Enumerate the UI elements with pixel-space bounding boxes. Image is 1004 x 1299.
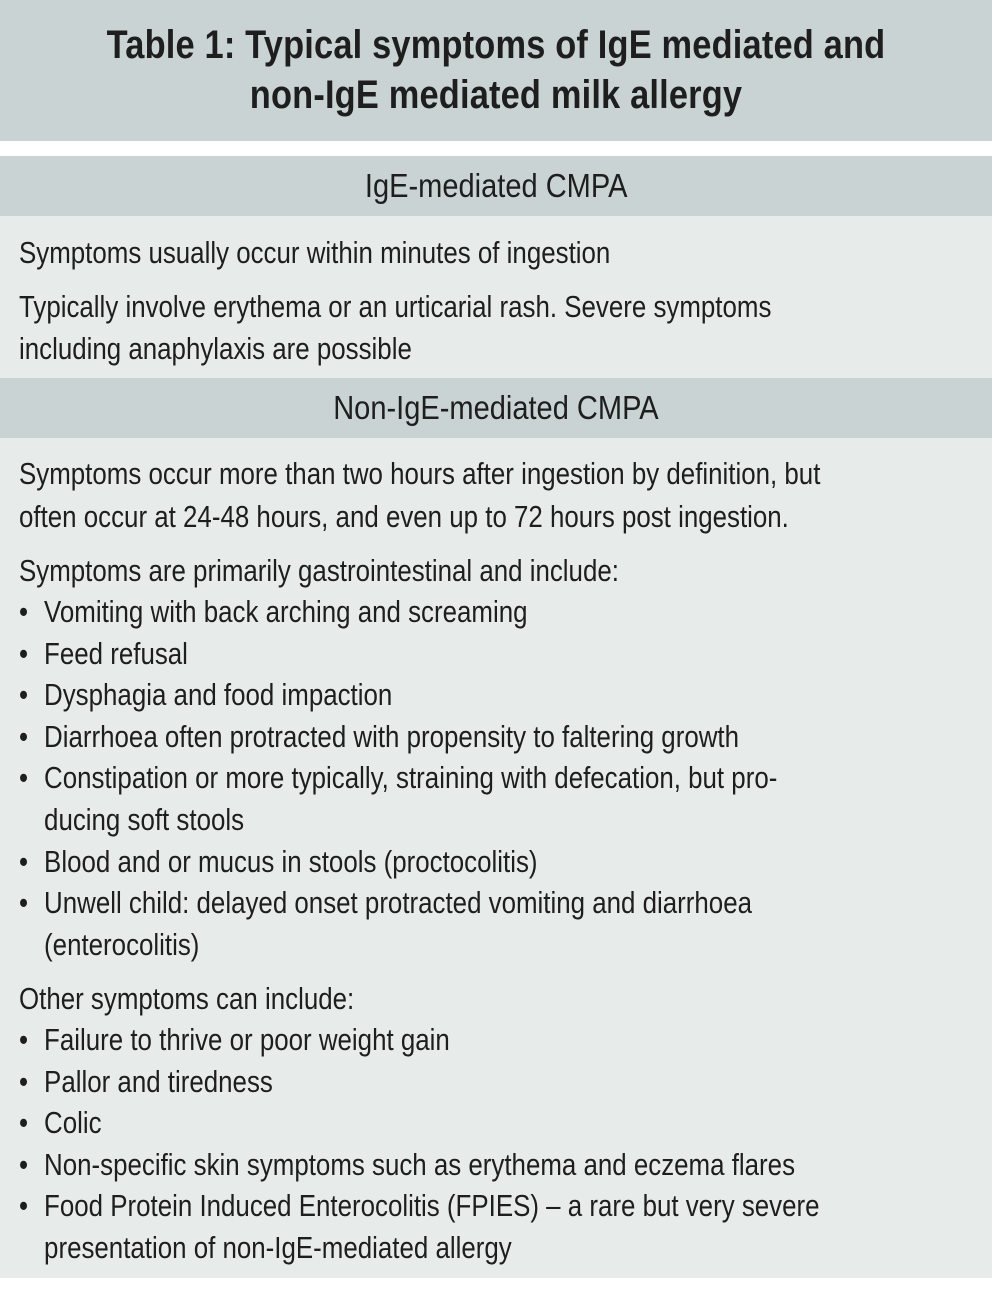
list-item-continuation: (enterocolitis) — [44, 927, 200, 962]
list-item: • Feed refusal — [19, 633, 188, 675]
list-item: • Non-specific skin symptoms such as erythema and eczema flares — [19, 1144, 795, 1186]
bullet-icon: • — [19, 677, 29, 712]
symptoms-table — [0, 156, 992, 1278]
bullet-icon: • — [19, 636, 29, 671]
table-title-line-2: non-IgE mediated milk allergy — [249, 73, 743, 117]
list-item: • Constipation or more typically, straining with defecation, but pro- — [19, 757, 777, 799]
list-item: • Pallor and tiredness — [19, 1061, 273, 1103]
ige-section-heading — [0, 156, 992, 216]
bullet-icon: • — [19, 1147, 29, 1182]
non-ige-heading-text: Non-IgE-mediated CMPA — [333, 389, 659, 426]
bullet-icon: • — [19, 844, 29, 879]
list-item-continuation: ducing soft stools — [44, 802, 245, 837]
list-item: • Blood and or mucus in stools (proctocolitis) — [19, 841, 538, 883]
list-item: • Dysphagia and food impaction — [19, 674, 392, 716]
non-ige-section-heading — [0, 378, 992, 438]
bullet-icon: • — [19, 1022, 29, 1057]
bullet-icon: • — [19, 1188, 29, 1223]
other-symptoms-intro: Other symptoms can include: — [19, 981, 355, 1016]
bullet-icon: • — [19, 760, 29, 795]
bullet-icon: • — [19, 719, 29, 754]
table-title-line-1: Table 1: Typical symptoms of IgE mediated and — [106, 23, 886, 67]
title-band — [0, 0, 992, 141]
bullet-icon: • — [19, 885, 29, 920]
bullet-icon: • — [19, 1105, 29, 1140]
list-item: • Failure to thrive or poor weight gain — [19, 1019, 450, 1061]
non-ige-onset-line-1: Symptoms occur more than two hours after ingestion by definition, but — [19, 456, 821, 491]
non-ige-onset-line-2: often occur at 24-48 hours, and even up to 72 hours post ingestion. — [19, 499, 789, 534]
list-item: • Diarrhoea often protracted with propensity to faltering growth — [19, 716, 739, 758]
bullet-icon: • — [19, 594, 29, 629]
list-item: • Unwell child: delayed onset protracted vomiting and diarrhoea — [19, 882, 752, 924]
gi-symptoms-intro: Symptoms are primarily gastrointestinal and include: — [19, 553, 619, 588]
list-item: • Food Protein Induced Enterocolitis (FPIES) – a rare but very severe — [19, 1185, 820, 1227]
bullet-icon: • — [19, 1064, 29, 1099]
list-item: • Vomiting with back arching and screaming — [19, 591, 527, 633]
list-item-continuation: presentation of non-IgE-mediated allergy — [44, 1230, 512, 1265]
ige-symptoms-text-line-2: including anaphylaxis are possible — [19, 331, 412, 366]
ige-heading-text: IgE-mediated CMPA — [364, 167, 628, 204]
ige-symptoms-text-line-1: Typically involve erythema or an urticarial rash. Severe symptoms — [19, 289, 772, 324]
table-title — [87, 20, 906, 120]
list-item: • Colic — [19, 1102, 102, 1144]
ige-onset-text: Symptoms usually occur within minutes of ingestion — [19, 235, 611, 270]
